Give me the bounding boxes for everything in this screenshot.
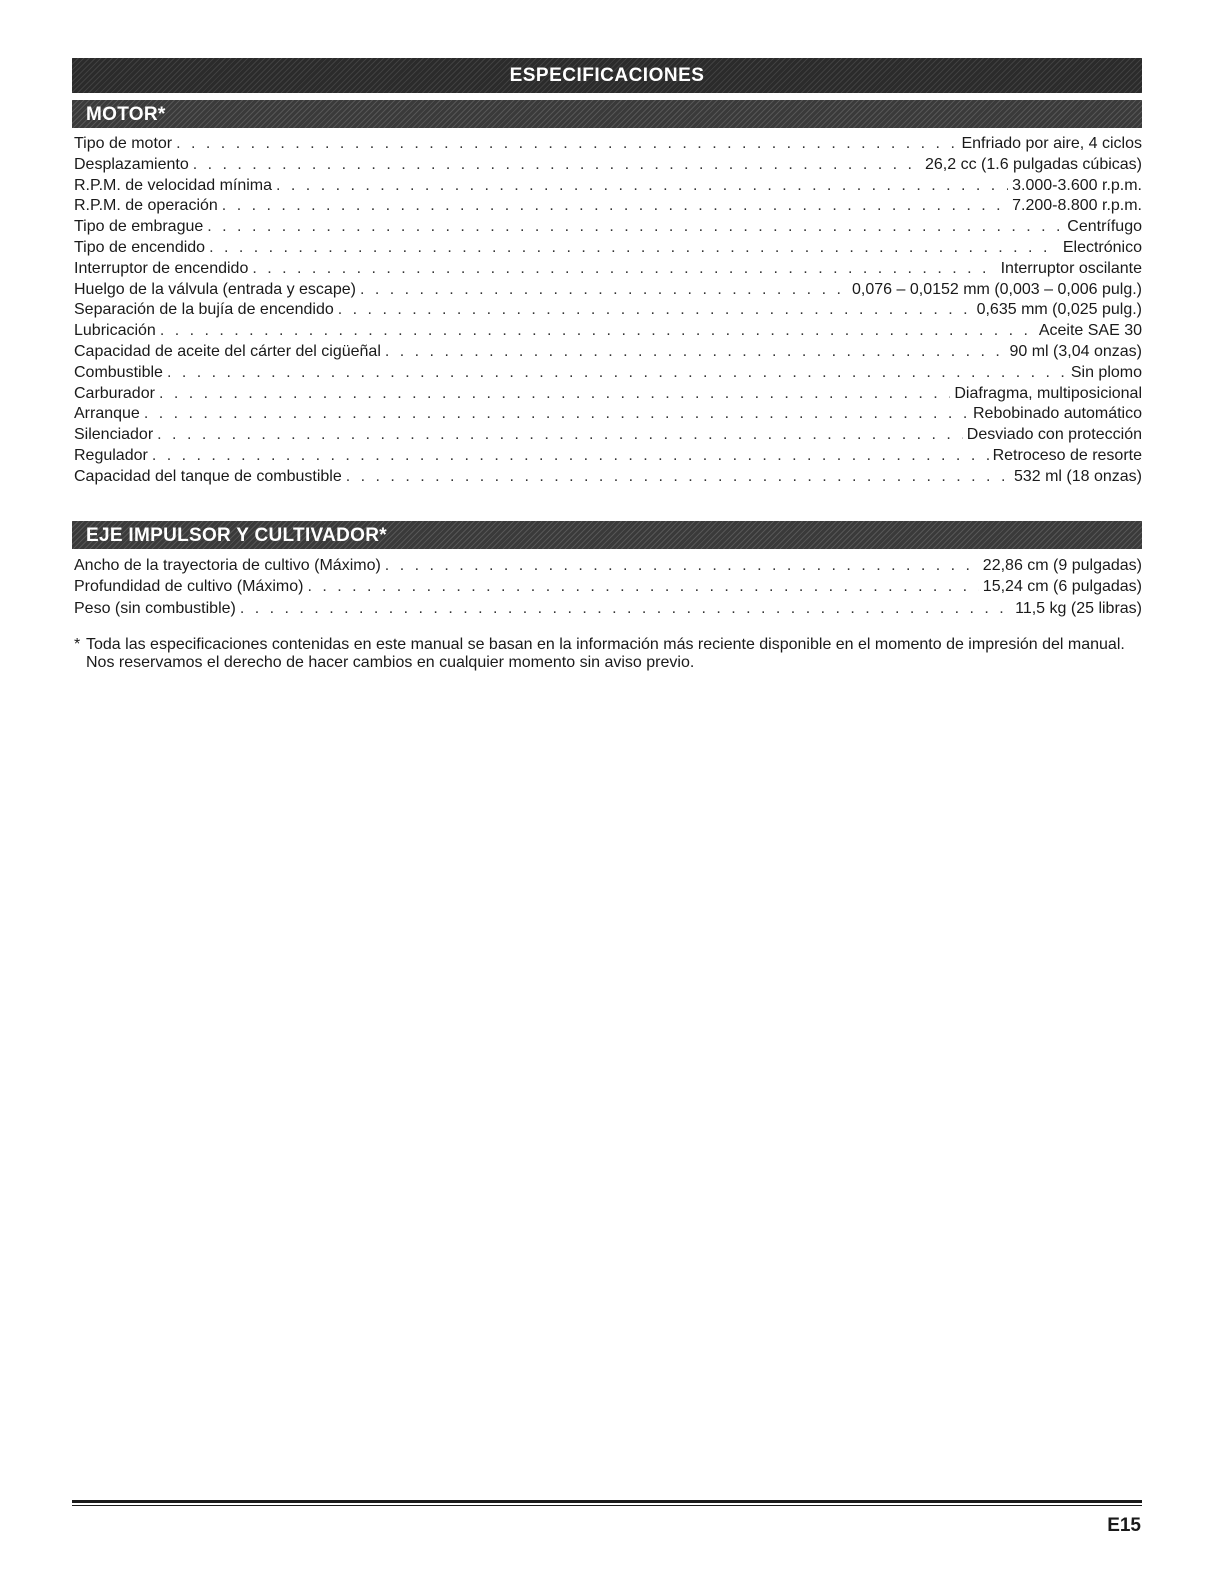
spec-page: [72, 58, 1142, 672]
spec-value: 90 ml (3,04 onzas): [1009, 342, 1142, 360]
spec-label: Separación de la bujía de encendido: [74, 301, 334, 319]
spec-label: Interruptor de encendido: [74, 259, 249, 277]
dot-leader: [209, 238, 1059, 259]
spec-value: 26,2 cc (1.6 pulgadas cúbicas): [924, 155, 1142, 173]
spec-row: [72, 425, 1142, 446]
page-number: E15: [1107, 1515, 1141, 1536]
spec-row: [72, 555, 1142, 577]
spec-value: Retroceso de resorte: [992, 446, 1142, 464]
spec-value: 22,86 cm (9 pulgadas): [982, 556, 1142, 574]
spec-label: Arranque: [74, 405, 140, 423]
dot-leader: [159, 384, 950, 405]
spec-label: R.P.M. de velocidad mínima: [74, 176, 273, 194]
spec-row: [72, 217, 1142, 238]
dot-leader: [176, 134, 957, 155]
spec-value: Centrífugo: [1067, 218, 1142, 236]
spec-value: 3.000-3.600 r.p.m.: [1012, 176, 1142, 194]
spec-label: Carburador: [74, 384, 155, 402]
spec-label: Desplazamiento: [74, 155, 189, 173]
spec-row: [72, 342, 1142, 363]
footnote-mark: *: [74, 636, 81, 654]
spec-row: [72, 576, 1142, 598]
spec-value: 532 ml (18 onzas): [1013, 467, 1142, 485]
spec-row: [72, 280, 1142, 301]
dot-leader: [338, 300, 973, 321]
dot-leader: [144, 404, 969, 425]
spec-row: [72, 404, 1142, 425]
dot-leader: [307, 576, 978, 598]
spec-label: Tipo de embrague: [74, 218, 204, 236]
spec-row: [72, 176, 1142, 197]
dot-leader: [276, 176, 1008, 197]
spec-value: Interruptor oscilante: [1000, 259, 1142, 277]
dot-leader: [152, 446, 989, 467]
dot-leader: [346, 467, 1010, 488]
spec-row: [72, 155, 1142, 176]
spec-value: Aceite SAE 30: [1038, 322, 1142, 340]
dot-leader: [240, 598, 1011, 620]
dot-leader: [167, 363, 1067, 384]
spec-row: [72, 598, 1142, 620]
page-title: ESPECIFICACIONES: [72, 58, 1142, 93]
spec-row: [72, 196, 1142, 217]
spec-row: [72, 363, 1142, 384]
spec-row: [72, 238, 1142, 259]
footer-rule-thin: [72, 1505, 1142, 1506]
section-heading-drive: EJE IMPULSOR Y CULTIVADOR*: [72, 521, 1142, 549]
section-heading-motor: MOTOR*: [72, 100, 1142, 128]
spec-value: Diafragma, multiposicional: [954, 384, 1142, 402]
spec-label: R.P.M. de operación: [74, 197, 218, 215]
spec-label: Huelgo de la válvula (entrada y escape): [74, 280, 356, 298]
dot-leader: [385, 555, 979, 577]
dot-leader: [252, 259, 996, 280]
spec-row: [72, 134, 1142, 155]
spec-value: Rebobinado automático: [972, 405, 1142, 423]
spec-label: Tipo de motor: [74, 135, 173, 152]
spec-value: 11,5 kg (25 libras): [1015, 599, 1142, 617]
spec-row: [72, 384, 1142, 405]
dot-leader: [207, 217, 1063, 238]
spec-label: Capacidad del tanque de combustible: [74, 467, 342, 485]
spec-value: 7.200-8.800 r.p.m.: [1012, 197, 1142, 215]
dot-leader: [157, 425, 963, 446]
spec-row: [72, 467, 1142, 488]
spec-label: Ancho de la trayectoria de cultivo (Máximo): [74, 556, 381, 574]
spec-label: Silenciador: [74, 426, 154, 444]
spec-value: Electrónico: [1062, 238, 1142, 256]
spec-label: Peso (sin combustible): [74, 599, 236, 617]
dot-leader: [360, 280, 848, 301]
dot-leader: [193, 155, 921, 176]
spec-value: 0,635 mm (0,025 pulg.): [976, 301, 1142, 319]
dot-leader: [160, 321, 1035, 342]
spec-row: [72, 321, 1142, 342]
motor-spec-list: [72, 134, 1142, 488]
spec-label: Tipo de encendido: [74, 238, 206, 256]
spec-label: Lubricación: [74, 322, 156, 340]
spec-value: Enfriado por aire, 4 ciclos: [961, 135, 1142, 152]
spec-label: Profundidad de cultivo (Máximo): [74, 578, 304, 596]
spec-value: 0,076 – 0,0152 mm (0,003 – 0,006 pulg.): [852, 280, 1142, 298]
footer-rule: [72, 1500, 1142, 1503]
spec-row: [72, 446, 1142, 467]
spec-label: Combustible: [74, 363, 163, 381]
footnote-text: Toda las especificaciones contenidas en este manual se basan en la información más reciente disponible en el momento de impresión del manual. Nos reservamos el derecho de hacer cambios en cualquier momento sin aviso previo.: [86, 636, 1125, 672]
spec-value: Desviado con protección: [966, 426, 1142, 444]
spec-label: Regulador: [74, 446, 148, 464]
dot-leader: [385, 342, 1006, 363]
spec-value: Sin plomo: [1070, 363, 1142, 381]
spec-value: 15,24 cm (6 pulgadas): [982, 578, 1142, 596]
dot-leader: [222, 196, 1008, 217]
spec-row: [72, 300, 1142, 321]
spec-label: Capacidad de aceite del cárter del cigüeñal: [74, 342, 381, 360]
drive-spec-list: [72, 555, 1142, 620]
spec-row: [72, 259, 1142, 280]
footnote: [72, 636, 1142, 672]
